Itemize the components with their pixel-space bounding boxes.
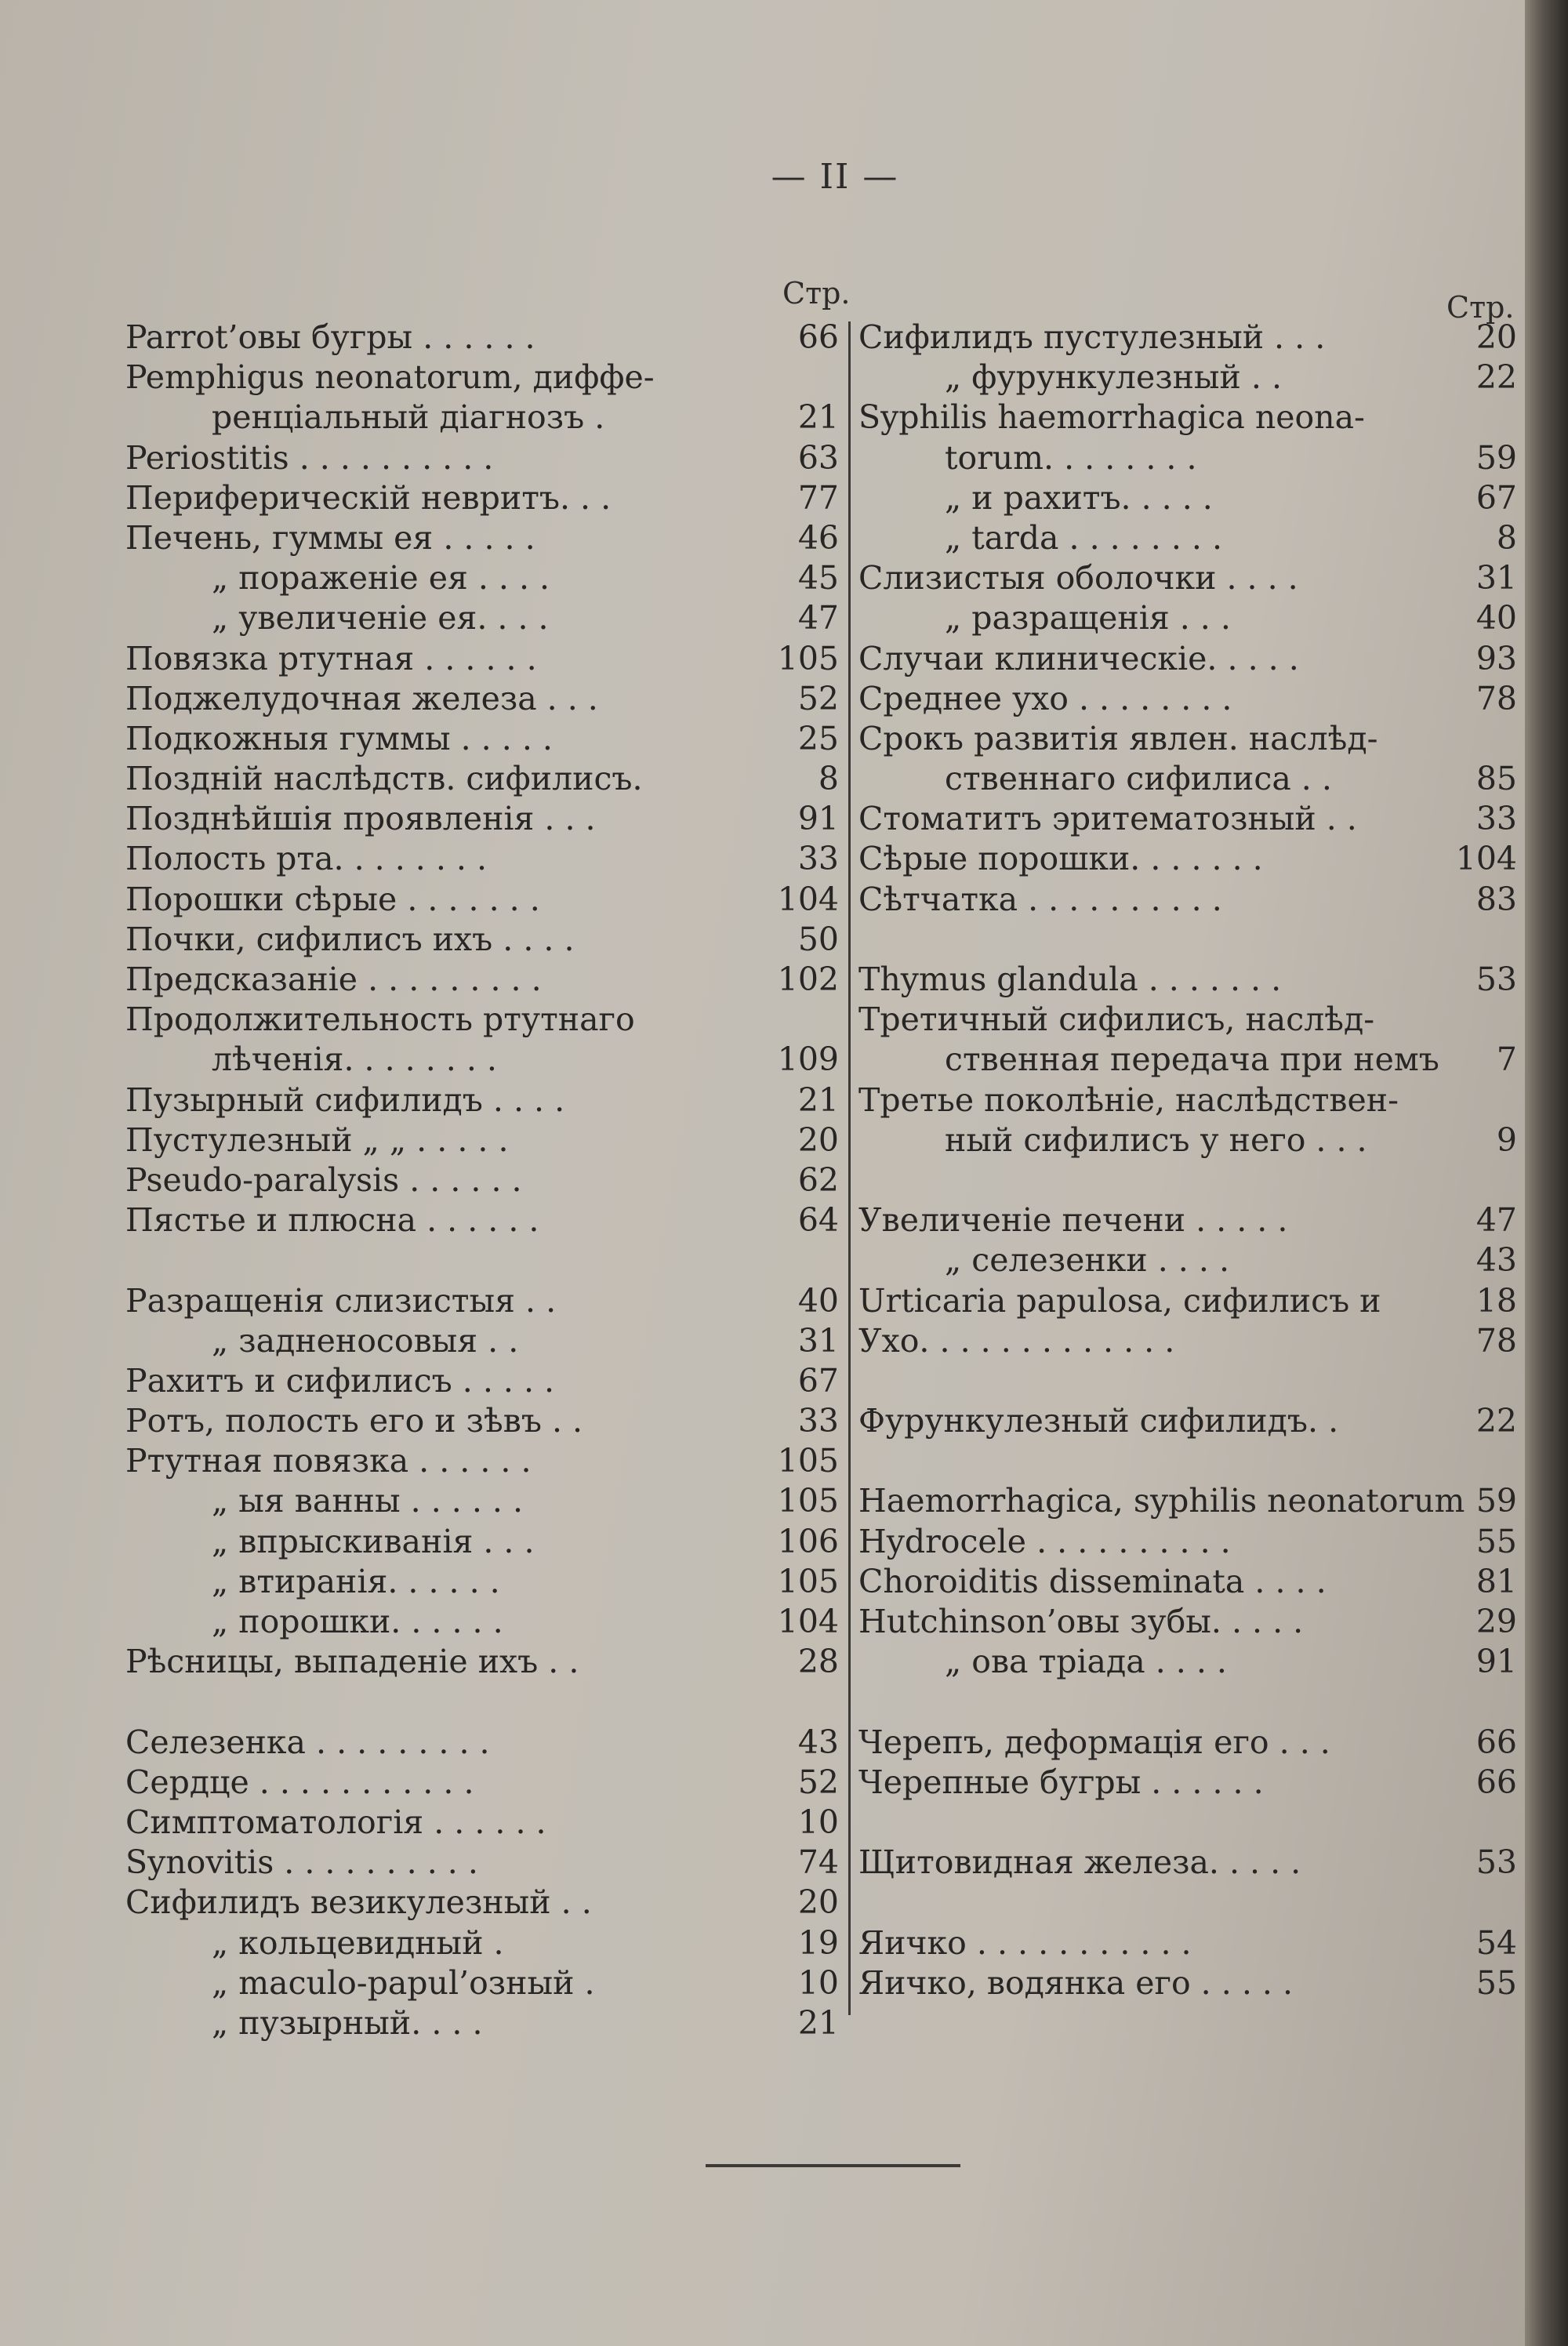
index-entry [125,1843,839,1883]
index-entry-page: 105 [777,1482,839,1520]
index-entry-label: Сифилидъ везикулезный . . [125,1883,592,1922]
index-entry-label: Повязка ртутная . . . . . . [125,639,537,677]
index-entry-label: Черепные бугры . . . . . . [858,1763,1264,1801]
index-entry-label: Печень, гуммы ея . . . . . [125,518,535,557]
index-entry-page: 64 [797,1201,839,1240]
index-entry-label: „ втиранія. . . . . . [212,1562,500,1600]
index-entry-page: 83 [1475,880,1517,918]
index-entry-page: 47 [1475,1201,1517,1240]
index-entry [858,318,1517,358]
index-entry-label: „ впрыскиванія . . . [212,1522,535,1560]
index-entry [125,318,839,358]
index-entry-page: 78 [1475,1321,1517,1360]
index-entry-page: 47 [797,599,839,637]
index-entry-label: Поджелудочная железа . . . [125,679,598,717]
index-entry-label: Разращенія слизистыя . . [125,1281,557,1320]
index-entry-page: 67 [797,1361,839,1400]
index-entry [125,960,839,1000]
index-entry-label: ственная передача при немъ [945,1040,1439,1079]
index-entry-label: „ фурункулезный . . [945,358,1283,397]
index-entry-page: 63 [797,438,839,477]
index-entry [858,1763,1517,1803]
index-entry [125,1080,839,1120]
index-entry [858,1682,1517,1722]
index-entry-page: 18 [1475,1281,1517,1320]
index-entry [858,1160,1517,1200]
index-entry-label: Hydrocele . . . . . . . . . . [858,1522,1231,1560]
index-entry-page: 109 [777,1040,839,1079]
index-entry [125,759,839,799]
index-entry [858,960,1517,1000]
page-edge [1525,0,1568,2346]
index-entry [858,1200,1517,1240]
index-entry-label: Третье поколѣніе, наслѣдствен- [858,1080,1399,1119]
index-entry-page: 8 [818,760,839,798]
index-entry-label: Случаи клиническіе. . . . . [858,639,1299,677]
index-entry-page: 59 [1475,1482,1517,1520]
index-entry [858,1642,1517,1682]
index-entry-page: 31 [1475,559,1517,597]
index-entry [858,1361,1517,1401]
index-entry [125,1642,839,1682]
index-entry-label: ственнаго сифилиса . . [945,760,1332,798]
index-entry-page: 33 [797,840,839,878]
index-entry-label: Фурункулезный сифилидъ. . [858,1402,1339,1440]
index-entry-label: Ухо. . . . . . . . . . . . . [858,1321,1175,1360]
index-entry [125,1963,839,2003]
index-entry-page: 21 [797,2003,839,2042]
index-entry-page: 66 [1475,1723,1517,1761]
index-entry-page: 104 [1455,840,1517,878]
index-entry [125,598,839,638]
index-entry-label: „ пораженіе ея . . . . [212,559,550,597]
index-entry-label: Пустулезный „ „ . . . . . [125,1120,509,1159]
index-entry-page: 66 [1475,1763,1517,1801]
index-entry [858,478,1517,518]
index-entry-page: 9 [1496,1120,1517,1159]
index-entry-label: Симптоматологія . . . . . . [125,1803,546,1841]
index-entry-label: Рахитъ и сифилисъ . . . . . [125,1361,555,1400]
index-entry-label: „ селезенки . . . . [945,1241,1229,1280]
index-entry [858,438,1517,478]
bottom-rule [706,2164,960,2167]
index-entry-page: 20 [1475,318,1517,356]
index-entry-label: Haemorrhagica, syphilis neonatorum [858,1482,1465,1520]
index-entry [858,920,1517,960]
index-entry-page: 77 [797,478,839,517]
index-entry [125,880,839,920]
index-entry [125,2003,839,2043]
index-entry-page: 29 [1475,1603,1517,1640]
index-entry [125,1763,839,1803]
index-entry [858,1321,1517,1361]
index-entry-label: torum. . . . . . . . [945,438,1197,477]
index-entry-label: Pemphigus neonatorum, диффе- [125,358,655,397]
index-entry-page: 91 [1475,1643,1517,1681]
index-entry [858,558,1517,598]
index-entry-page: 104 [777,880,839,918]
index-entry-label: „ ыя ванны . . . . . . [212,1482,524,1520]
index-entry-page: 40 [1475,599,1517,637]
index-entry-page: 22 [1475,1402,1517,1440]
index-entry-label: Стоматитъ эритематозный . . [858,800,1357,838]
index-entry-label: „ кольцевидный . [212,1923,504,1962]
index-entry [125,1321,839,1361]
index-entry [125,1401,839,1441]
index-entry [125,1240,839,1280]
index-entry-label: Pseudo-paralysis . . . . . . [125,1160,522,1199]
index-entry-label: „ ова тріада . . . . [945,1643,1227,1681]
index-entry [125,1602,839,1642]
index-entry [858,1562,1517,1602]
index-entry [125,358,839,398]
index-entry [858,1040,1517,1080]
index-entry [858,1923,1517,1963]
index-entry [858,1401,1517,1441]
index-entry [125,518,839,558]
index-entry-label: Среднее ухо . . . . . . . . [858,679,1232,717]
index-entry-label: Thymus glandula . . . . . . . [858,961,1282,998]
index-entry-page: 105 [777,1442,839,1480]
index-entry [125,1803,839,1843]
index-entry-page: 40 [797,1281,839,1320]
index-entry [125,1562,839,1602]
index-entry-label: Щитовидная железа. . . . . [858,1843,1301,1882]
index-entry-label: Периферическій невритъ. . . [125,478,612,517]
index-entry [858,1441,1517,1481]
index-entry-page: 85 [1475,760,1517,798]
index-entry [858,880,1517,920]
index-entry-page: 8 [1496,518,1517,557]
index-entry [858,1963,1517,2003]
index-entry [858,1883,1517,1923]
index-entry [125,438,839,478]
index-entry [125,1723,839,1763]
index-entry-label: Продолжительность ртутнаго [125,1000,635,1039]
index-entry-page: 10 [797,1963,839,2002]
index-entry-page: 31 [797,1321,839,1360]
index-entry [125,1040,839,1080]
index-entry [858,1803,1517,1843]
index-entry [125,1200,839,1240]
index-entry [858,358,1517,398]
index-entry [858,1240,1517,1280]
index-entry-label: „ разращенія . . . [945,599,1231,637]
index-entry-page: 20 [797,1883,839,1922]
index-entry-label: ренціальный діагнозъ . [212,398,605,437]
index-entry [125,1441,839,1481]
index-entry-label: Порошки сѣрые . . . . . . . [125,880,540,918]
index-entry [858,518,1517,558]
index-entry-label: „ увеличеніе ея. . . . [212,599,549,637]
index-entry [125,839,839,879]
index-entry-label: Choroiditis disseminata . . . . [858,1562,1327,1600]
index-entry [125,1120,839,1160]
index-entry-label: Urticaria papulosa, сифилисъ и [858,1281,1381,1320]
index-entry [125,478,839,518]
index-entry-page: 78 [1475,679,1517,717]
index-entry-page: 43 [797,1723,839,1761]
index-entry [125,1682,839,1722]
index-entry-page: 21 [797,398,839,437]
index-entry-page: 81 [1475,1562,1517,1600]
index-entry-label: „ задненосовыя . . [212,1321,519,1360]
index-entry-page: 55 [1475,1963,1517,2002]
index-entry-label: „ пузырный. . . . [212,2003,483,2042]
index-entry [125,639,839,679]
index-entry-label: Поздній наслѣдств. сифилисъ. [125,760,643,798]
index-entry-page: 21 [797,1080,839,1119]
index-entry [858,1281,1517,1321]
index-entry-label: Слизистыя оболочки . . . . [858,559,1298,597]
index-entry [125,558,839,598]
index-entry-page: 53 [1475,961,1517,998]
index-entry-page: 66 [797,318,839,356]
index-entry-page: 74 [797,1843,839,1882]
index-entry [125,679,839,719]
index-entry-label: Ротъ, полость его и зѣвъ . . [125,1402,583,1440]
index-entry-page: 43 [1475,1241,1517,1280]
index-entry-page: 105 [777,639,839,677]
index-entry-label: „ и рахитъ. . . . . [945,478,1213,517]
page-number: — II — [771,157,899,197]
index-entry [858,639,1517,679]
index-entry-label: Parrot’овы бугры . . . . . . [125,318,535,356]
index-entry [125,799,839,839]
index-entry [125,1361,839,1401]
index-entry-label: Срокъ развитія явлен. наслѣд- [858,719,1378,757]
index-entry-label: Селезенка . . . . . . . . . [125,1723,490,1761]
index-entry [125,1522,839,1562]
index-entry-label: ный сифилисъ у него . . . [945,1120,1367,1159]
index-entry [858,398,1517,438]
index-entry-label: Яичко, водянка его . . . . . [858,1963,1293,2002]
index-entry-label: Полость рта. . . . . . . . [125,840,488,878]
index-entry-page: 33 [797,1402,839,1440]
index-entry-page: 45 [797,559,839,597]
index-entry-label: „ maculo-papul’озный . [212,1963,595,2002]
index-entry-page: 33 [1475,800,1517,838]
index-entry-label: Увеличеніе печени . . . . . [858,1201,1288,1240]
index-entry [858,1481,1517,1521]
index-entry-page: 106 [777,1522,839,1560]
index-entry-label: Сердце . . . . . . . . . . . [125,1763,474,1801]
left-index-column [125,318,839,2043]
index-entry-page: 52 [797,1763,839,1801]
index-entry-label: Сѣрые порошки. . . . . . . [858,840,1263,878]
index-entry-label: Третичный сифилисъ, наслѣд- [858,1000,1375,1039]
index-entry-page: 28 [797,1643,839,1681]
index-entry-page: 53 [1475,1843,1517,1882]
index-entry-page: 59 [1475,438,1517,477]
index-entry [858,1843,1517,1883]
index-entry-label: Почки, сифилисъ ихъ . . . . [125,920,575,958]
index-entry-page: 102 [777,961,839,998]
index-entry-page: 25 [797,719,839,757]
index-entry [125,1000,839,1040]
index-entry [858,1723,1517,1763]
index-entry-page: 54 [1475,1923,1517,1962]
index-entry [125,1160,839,1200]
index-entry-label: Яичко . . . . . . . . . . . [858,1923,1192,1962]
right-index-column [858,318,1517,2003]
index-entry [858,679,1517,719]
index-entry-label: Пузырный сифилидъ . . . . [125,1080,565,1119]
column-divider [848,321,851,2015]
index-entry-page: 10 [797,1803,839,1841]
index-entry-label: Пястье и плюсна . . . . . . [125,1201,539,1240]
index-entry-page: 91 [797,800,839,838]
index-entry [858,598,1517,638]
index-entry-label: Сѣтчатка . . . . . . . . . . [858,880,1222,918]
index-entry-page: 55 [1475,1522,1517,1560]
index-entry-label: Periostitis . . . . . . . . . . [125,438,494,477]
index-entry [125,920,839,960]
index-entry-page: 46 [797,518,839,557]
index-entry-label: „ tarda . . . . . . . . [945,518,1223,557]
index-entry-page: 19 [797,1923,839,1962]
index-entry-page: 62 [797,1160,839,1199]
index-entry-page: 104 [777,1603,839,1640]
index-entry-label: Подкожныя гуммы . . . . . [125,719,553,757]
index-entry-label: Позднѣйшія проявленія . . . [125,800,596,838]
index-entry [858,1522,1517,1562]
index-entry [858,759,1517,799]
index-entry-page: 50 [797,920,839,958]
index-entry [125,1883,839,1923]
index-entry [858,1000,1517,1040]
index-entry [858,1120,1517,1160]
index-entry [858,1602,1517,1642]
index-entry-label: Synovitis . . . . . . . . . . [125,1843,478,1882]
index-entry-label: Syphilis haemorrhagica neona- [858,398,1365,437]
index-entry-page: 7 [1496,1040,1517,1079]
index-entry [858,799,1517,839]
index-entry-label: Предсказаніе . . . . . . . . . [125,961,542,998]
index-entry-label: лѣченія. . . . . . . . [212,1040,497,1079]
index-entry [858,719,1517,759]
index-entry [125,719,839,759]
right-column-header: Стр. [1446,290,1515,325]
index-entry-label: Черепъ, деформація его . . . [858,1723,1330,1761]
index-entry [858,1080,1517,1120]
index-entry-label: Ртутная повязка . . . . . . [125,1442,532,1480]
index-entry-page: 67 [1475,478,1517,517]
index-entry-page: 52 [797,679,839,717]
index-entry-label: Hutchinson’овы зубы. . . . . [858,1603,1304,1640]
index-entry [858,839,1517,879]
index-entry-label: Рѣсницы, выпаденіе ихъ . . [125,1643,579,1681]
index-entry-page: 20 [797,1120,839,1159]
index-entry-label: Сифилидъ пустулезный . . . [858,318,1326,356]
index-entry [125,1923,839,1963]
index-entry-page: 22 [1475,358,1517,397]
index-entry-page: 105 [777,1562,839,1600]
left-column-header: Стр. [782,276,851,310]
index-entry [125,1481,839,1521]
index-entry-label: „ порошки. . . . . . [212,1603,503,1640]
index-entry [125,1281,839,1321]
index-entry-page: 93 [1475,639,1517,677]
index-entry [125,398,839,438]
